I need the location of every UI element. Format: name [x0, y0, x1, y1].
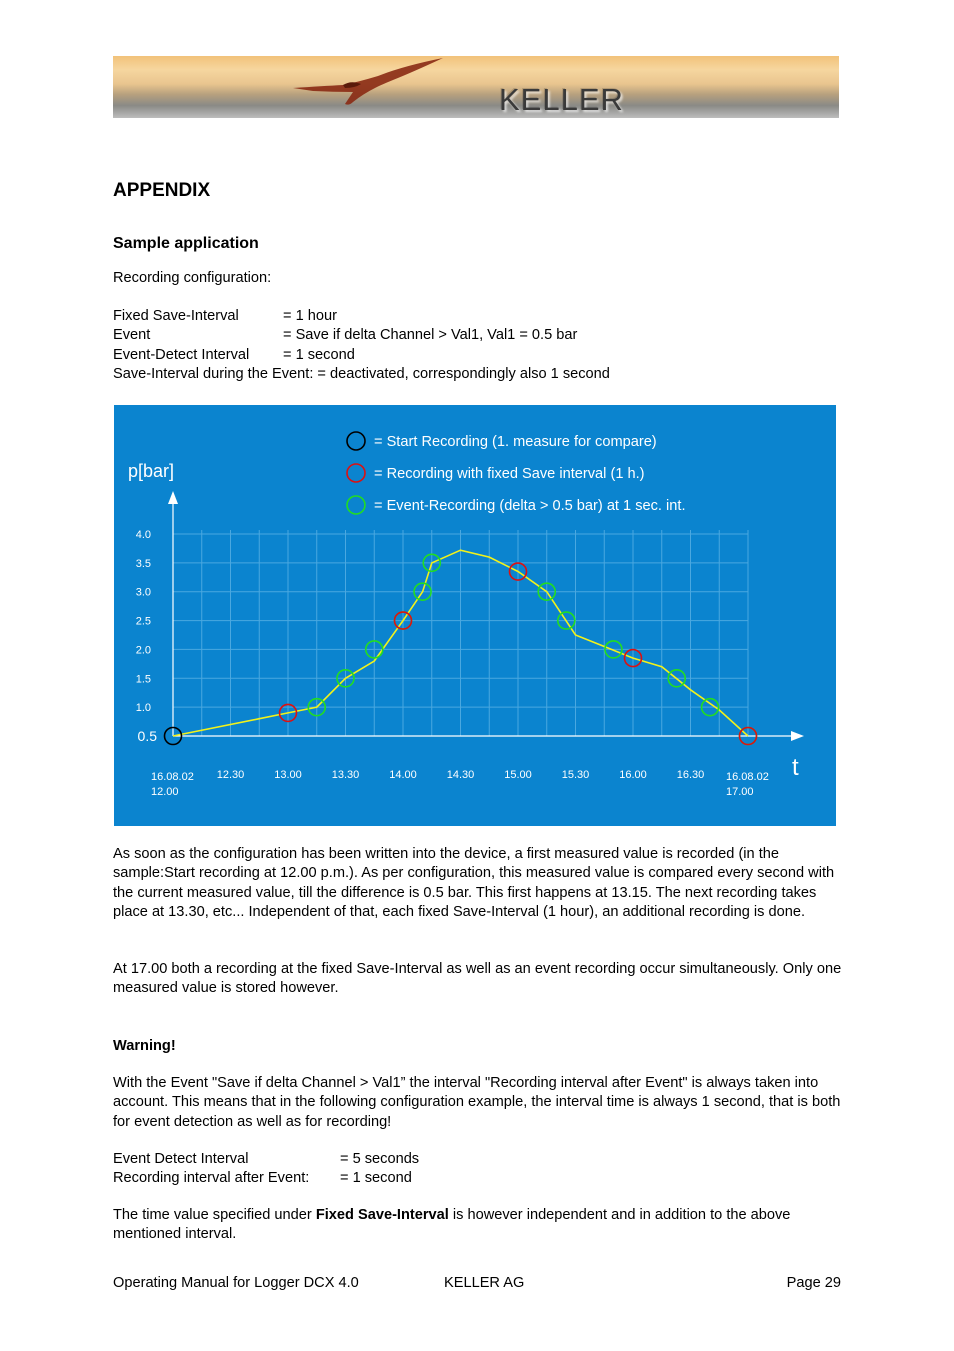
y-tick-label: 1.0: [135, 702, 151, 715]
paragraph-1: As soon as the configuration has been written into the device, a first measured value is recorded (in the sample:Start recording at 12.00 p.m.). As per configuration, this measured value is compared every second with the current measured value, till the difference is 0.5 bar. This first happens at 13.15. The next recording takes place at 13.30, etc... Independent of that, each fixed Save-Interval (1 hour), an additional recording is done.: [113, 846, 835, 920]
final-text-bold: Fixed Save-Interval: [315, 1207, 449, 1223]
final-paragraph: [113, 1206, 843, 1245]
x-tick-label: 14.00: [389, 769, 417, 781]
warning-value: = 5 seconds: [340, 1151, 420, 1167]
legend-label: = Start Recording (1. measure for compare): [374, 434, 657, 450]
page-title: APPENDIX: [113, 180, 211, 201]
config-value: = 1 second: [283, 346, 355, 363]
x-tick-label: 16.08.02: [726, 771, 769, 783]
x-tick-label: 17.00: [726, 786, 754, 798]
x-tick-label: 13.30: [331, 769, 360, 781]
warning-key: Recording interval after Event:: [113, 1170, 310, 1187]
x-tick-label: 12.30: [216, 769, 245, 781]
bird-logo-icon: [283, 58, 453, 108]
config-intro: Recording configuration:: [113, 270, 272, 286]
legend-label: = Recording with fixed Save interval (1 h.): [374, 466, 645, 482]
x-axis-label: t: [792, 754, 799, 781]
footer-center: KELLER AG: [444, 1275, 525, 1291]
chart-panel: [114, 405, 836, 826]
pressure-time-chart: [114, 405, 836, 826]
config-row: [113, 346, 610, 365]
warning-text: With the Event "Save if delta Channel > Val1” the interval "Recording interval after Event" is always taken into account. This means that in the following configuration example, the interval time is always 1 second, that is both for event detection as well as for recording!: [113, 1075, 841, 1130]
final-text-post: is however independent and in addition to the above mentioned interval.: [113, 1207, 791, 1243]
footer-left: Operating Manual for Logger DCX 4.0: [113, 1275, 359, 1291]
x-tick-label: 14.30: [446, 769, 475, 781]
y-tick-label: 3.0: [135, 586, 151, 599]
brand-logo: KELLER: [499, 82, 624, 117]
config-last-line: Save-Interval during the Event: = deactivated, correspondingly also 1 second: [113, 365, 610, 382]
x-tick-label: 15.00: [504, 769, 532, 781]
y-axis-label: p[bar]: [128, 461, 175, 481]
warning-key: Event Detect Interval: [113, 1151, 249, 1167]
config-value: = 1 hour: [283, 308, 337, 324]
x-tick-label: 12.00: [151, 786, 179, 798]
config-key: Event: [113, 327, 151, 344]
x-tick-label: 16.00: [619, 769, 647, 781]
x-tick-label: 15.30: [561, 769, 590, 781]
y-tick-label: 3.5: [135, 557, 151, 570]
x-axis-arrow-icon: [791, 731, 804, 741]
warning-value: = 1 second: [340, 1170, 412, 1187]
final-text-pre: The time value specified under: [113, 1207, 316, 1223]
legend-marker-event: [347, 496, 365, 514]
x-tick-label: 16.30: [676, 769, 705, 781]
y-tick-label: 0.5: [137, 728, 157, 744]
config-value: = Save if delta Channel > Val1, Val1 = 0.5 bar: [283, 327, 578, 344]
config-row: [113, 307, 610, 326]
warning-heading: Warning!: [113, 1038, 176, 1054]
header-banner: [113, 56, 839, 118]
warning-row: [113, 1150, 419, 1169]
config-row: [113, 326, 610, 345]
section-heading: Sample application: [113, 235, 259, 252]
config-key: Fixed Save-Interval: [113, 308, 239, 324]
config-key: Event-Detect Interval: [113, 346, 250, 363]
config-list: [113, 307, 610, 384]
warning-row: [113, 1169, 419, 1188]
x-tick-label: 13.00: [274, 769, 302, 781]
y-tick-label: 1.5: [135, 673, 151, 686]
legend-marker-fixed: [347, 464, 365, 482]
y-axis-arrow-icon: [168, 491, 178, 504]
legend-marker-start: [347, 432, 365, 450]
legend-label: = Event-Recording (delta > 0.5 bar) at 1 sec. int.: [374, 498, 686, 514]
x-tick-label: 16.08.02: [151, 771, 194, 783]
y-tick-label: 2.5: [135, 615, 151, 628]
warning-config-list: [113, 1150, 419, 1189]
y-tick-label: 4.0: [135, 529, 151, 541]
paragraph-2: At 17.00 both a recording at the fixed Save-Interval as well as an event recording occur simultaneously. Only one measured value is stored however.: [113, 961, 842, 997]
footer-right: Page 29: [786, 1275, 841, 1291]
y-tick-label: 2.0: [135, 644, 151, 657]
